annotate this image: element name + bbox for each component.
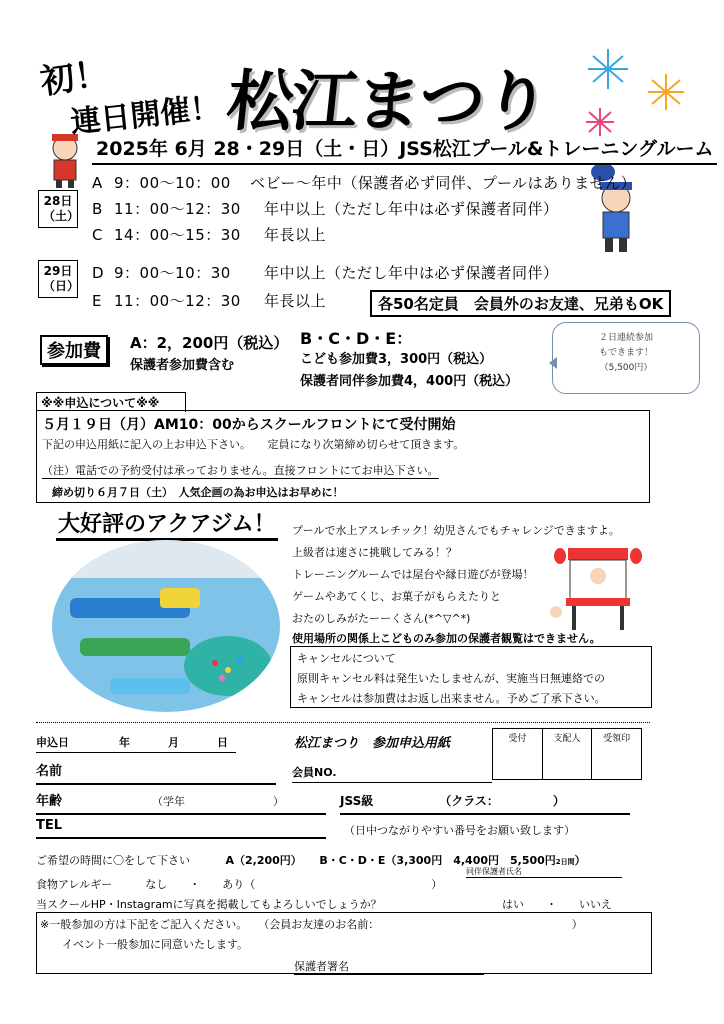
- aqua-gym-description: プールで水上アスレチック！幼児さんでもチャレンジできますよ。 上級者は速さに挑戦してみる！？ トレーニングルームでは屋台や縁日遊びが登場！ ゲームやあてくじ、お菓子がもらえたりと おたのしみがたーーくさん(*^▽^*): [292, 524, 620, 625]
- allergy-field[interactable]: 食物アレルギー なし ・ あり（ ）: [36, 878, 443, 891]
- header-first-time: 初！: [38, 53, 111, 103]
- event-date-venue: 2025年 6月 28・29日（土・日）JSS松江プール&トレーニングルーム: [92, 134, 717, 165]
- parent-viewing-notice: 使用場所の関係上こどものみ参加の保護者観覧はできません。: [292, 632, 601, 645]
- stamp-box: 受付 支配人 受領印: [492, 728, 642, 780]
- fee-a-note: 保護者参加費含む: [130, 358, 235, 373]
- schedule-row: D 9：00〜10：30 年中以上（ただし年中は必ず保護者同伴）: [92, 264, 559, 282]
- header-consecutive: 連日開催！: [68, 90, 222, 141]
- member-no-field[interactable]: 会員NO.: [292, 764, 492, 783]
- day-29-label: 29日 （日）: [38, 260, 78, 298]
- schedule-row: E 11：00〜12：30 年長以上: [92, 292, 327, 310]
- form-date-row: 申込日 年 月 日: [36, 734, 236, 753]
- apply-line: 下記の申込用紙に記入の上お申込下さい。 定員になり次第締め切らせて頂きます。: [42, 438, 465, 451]
- two-day-bubble: ２日連続参加 もできます！ （5,500円）: [552, 322, 700, 394]
- guardian-signature-field[interactable]: 保護者署名: [294, 958, 484, 975]
- option-bcde[interactable]: B・C・D・E（3,300円 4,400円 5,500円: [319, 854, 556, 867]
- fee-label: 参加費: [40, 335, 108, 365]
- cancel-policy: キャンセルについて 原則キャンセル料は発生いたしませんが、実施当日無連絡での キャンセルは参加費はお返し出来ません。予めご了承下さい。: [290, 646, 652, 708]
- aqua-gym-title: 大好評のアクアジム！: [56, 507, 278, 541]
- day-28-label: 28日 （土）: [38, 190, 78, 228]
- form-title: 松江まつり 参加申込用紙: [294, 736, 451, 751]
- age-field[interactable]: 年齢 （学年 ）: [36, 790, 326, 815]
- festival-stall-illustration: [548, 542, 648, 634]
- time-question: ご希望の時間に〇をして下さい A（2,200円） B・C・D・E（3,300円 4,400円 5,500円2日間）: [36, 854, 586, 867]
- option-a[interactable]: A（2,200円）: [225, 854, 302, 867]
- photo-consent-question: 当スクールHP・Instagramに写真を掲載してもよろしいでしょうか？: [36, 898, 382, 911]
- fireworks-icon: [578, 44, 708, 144]
- parent-name-field[interactable]: 同伴保護者氏名: [466, 866, 622, 878]
- apply-heading: ※※申込について※※: [36, 392, 186, 412]
- general-participation-note: ※一般参加の方は下記をご記入ください。 （会員お友達のお名前： ）: [40, 918, 583, 931]
- schedule-row: A 9：00〜10：00 ベビー〜年中（保護者必ず同伴、プールはありません）: [92, 174, 637, 192]
- tel-field[interactable]: TEL: [36, 818, 326, 839]
- apply-phone-note: （注）電話での予約受付は承っておりません。直接フロントにてお申込下さい。: [42, 464, 439, 477]
- page-title: 松江まつり: [223, 63, 552, 140]
- photo-consent-options[interactable]: はい ・ いいえ: [502, 898, 612, 911]
- apply-deadline: 締め切り６月７日（土） 人気企画の為お申込はお早めに！: [52, 486, 344, 499]
- fee-a: A：2，200円（税込）: [130, 334, 289, 352]
- fee-bcde-parent: 保護者同伴参加費4，400円（税込）: [300, 374, 519, 389]
- fee-bcde-child: こども参加費3，300円（税込）: [300, 352, 493, 367]
- general-consent: イベント一般参加に同意いたします。: [62, 938, 249, 951]
- tel-note: （日中つながりやすい番号をお願い致します）: [344, 824, 575, 837]
- schedule-row: B 11：00〜12：30 年中以上（ただし年中は必ず保護者同伴）: [92, 200, 559, 218]
- fee-bcde-title: B・C・D・E：: [300, 329, 413, 348]
- pool-photo: [50, 538, 282, 714]
- cut-line: [36, 722, 650, 723]
- apply-start: ５月１９日（月）AM10：00からスクールフロントにて受付開始: [42, 417, 456, 433]
- jss-class-field[interactable]: JSS級 （クラス： ）: [340, 792, 630, 815]
- schedule-row: C 14：00〜15：30 年長以上: [92, 226, 327, 244]
- capacity-notice: 各50名定員 会員外のお友達、兄弟もOK: [370, 290, 671, 317]
- name-field[interactable]: 名前: [36, 760, 276, 785]
